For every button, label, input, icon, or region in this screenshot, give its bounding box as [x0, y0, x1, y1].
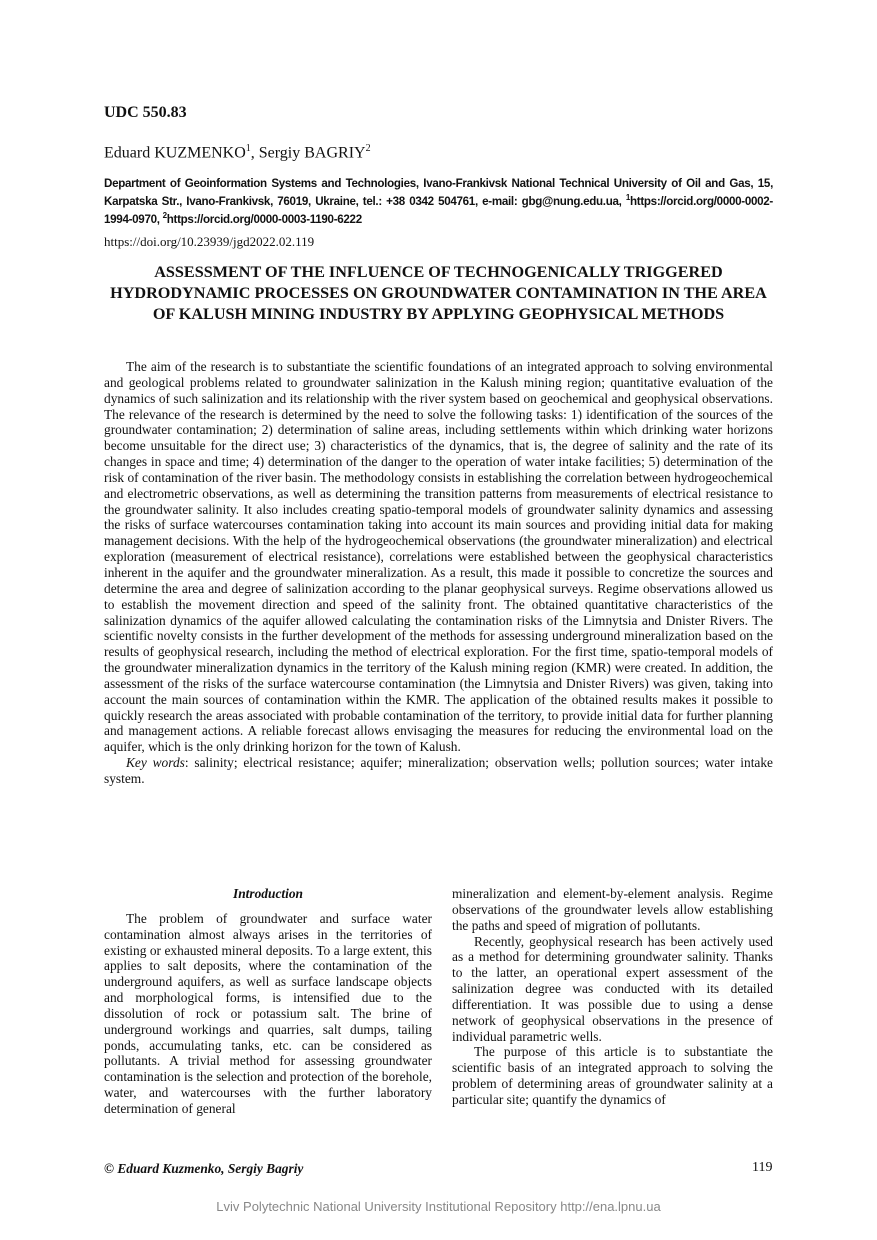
section-heading: Introduction	[233, 886, 303, 901]
left-column	[104, 886, 432, 1117]
orcid-sup: 1	[625, 193, 630, 202]
affiliation	[104, 177, 773, 227]
paragraph: The purpose of this article is to substantiate the scientific basis of an integrated approach to solving the problem of determining areas of groundwater salinity at a particular site; quantify the dynamics of	[452, 1044, 773, 1107]
keywords-text: : salinity; electrical resistance; aquifer; mineralization; observation wells; pollution sources; water intake system.	[104, 755, 773, 786]
abstract-text: The aim of the research is to substantiate the scientific foundations of an integrated approach to solving environmental and geological problems related to groundwater salinization in the Kalush mining region; quantitative evaluation of the dynamics of such salinization and its relationship with the river system based on geochemical and geophysical observations. The relevance of the research is determined by the need to solve the following tasks: 1) identification of the sources of the groundwater contamination; 2) determination of saline areas, including settlements within which drinking water horizons become unsuitable for the direct use; 3) characteristics of the dynamics, that is, the degree of salinity and the rate of its changes in space and time; 4) determination of the danger to the operation of water intake facilities; 5) determination of the risk of contamination of the river basin. The methodology consists in establishing the correlation between hydrogeochemical and electrometric observations, as well as determining the transition patterns from measurements of electrical resistance to the groundwater salinity. It also includes creating spatio-temporal models of groundwater salinity dynamics and assessing the risks of surface watercourses contamination taking into account its main sources and providing initial data for making management decisions. With the help of the hydrogeochemical observations (the groundwater mineralization) and electrical exploration (measurement of electrical resistance), correlations were established between the geophysical characteristics inherent in the aquifer and the groundwater mineralization. As a result, this made it possible to concretize the sources and determine the area and degree of salinization according to the planar geophysical surveys. Regime observations allowed us to establish the movement direction and speed of the salinity front. The obtained quantitative characteristics of the salinization dynamics of the aquifer allowed calculating the contamination risks of the Limnytsia and Dnister Rivers. The scientific novelty consists in the further development of the methods for assessing underground mineralization based on the results of geophysical research, including the method of electrical exploration. For the first time, spatio-temporal models of the groundwater mineralization dynamics in the territory of the Kalush mining region (KMR) were created. In addition, the assessment of the risks of the surface watercourse contamination (the Limnytsia and Dnister Rivers) was given, taking into account the main sources of contamination within the KMR. The application of the obtained results makes it possible to quickly research the areas associated with probable contamination of the territory, to provide initial data for further planning and management actions. A reliable forecast allows envisaging the measures for reducing the environmental load on the aquifer, which is the only drinking horizon for the town of Kalush.	[104, 359, 773, 755]
author-list: Eduard KUZMENKO$^1$, Sergiy BAGRIY$^2$	[104, 143, 371, 162]
copyright: © Eduard Kuzmenko, Sergiy Bagriy	[104, 1161, 304, 1176]
author-sup: 1	[245, 143, 251, 154]
orcid-link[interactable]: https://orcid.org/0000-0002-1994-0970,	[104, 194, 773, 226]
paper-title: ASSESSMENT OF THE INFLUENCE OF TECHNOGENICALLY TRIGGERED HYDRODYNAMIC PROCESSES ON GROUNDWATER CONTAMINATION IN THE AREA OF KALUSH MINING INDUSTRY BY APPLYING GEOPHYSICAL METHODS	[110, 263, 767, 323]
orcid-link[interactable]: https://orcid.org/0000-0003-1190-6222	[166, 212, 362, 226]
right-column	[452, 886, 773, 1108]
page-number: 119	[752, 1160, 773, 1175]
author-name: Sergiy BAGRIY	[258, 144, 366, 162]
abstract	[104, 359, 773, 787]
author-name: Eduard KUZMENKO	[104, 144, 246, 162]
paragraph: Recently, geophysical research has been actively used as a method for determining groundwater salinity. Thanks to the latter, an operational expert assessment of the salinization degree was conducted with its detailed differentiation. It was possible due to using a dense network of geophysical observations in the presence of individual parametric wells.	[452, 933, 773, 1044]
orcid-sup: 2	[162, 210, 167, 220]
paragraph: mineralization and element-by-element analysis. Regime observations of the groundwater levels allow establishing the paths and speed of migration of pollutants.	[452, 886, 773, 933]
repository-watermark: Lviv Polytechnic National University Institutional Repository http://ena.lpnu.ua	[216, 1199, 661, 1214]
author-sup: 2	[365, 143, 371, 154]
doi-link[interactable]: https://doi.org/10.23939/jgd2022.02.119	[104, 234, 315, 249]
affiliation-text: Department of Geoinformation Systems and Technologies, Ivano-Frankivsk National Technical University of Oil and Gas, 15, Karpatska Str., Ivano-Frankivsk, 76019, Ukraine, tel.: +38 0342 504761, e-mail: gbg@nung.edu.ua,	[104, 177, 773, 208]
udc-code: UDC 550.83	[104, 104, 187, 121]
keywords-label: Key words	[126, 755, 185, 771]
paragraph: The problem of groundwater and surface water contamination almost always arises in the territories of existing or exhausted mineral deposits. To a large extent, this applies to salt deposits, where the contamination of the underground aquifers, as well as surface landscape objects and morphological forms, is intensified due to the dissolution of rock or potassium salt. The brine of underground workings and quarries, salt dumps, tailing ponds, accumulating tanks, etc. can be considered as pollutants. A trivial method for assessing groundwater contamination is the selection and protection of the borehole, water, and watercourses with the further laboratory determination of general	[104, 910, 432, 1116]
keywords	[104, 755, 773, 787]
